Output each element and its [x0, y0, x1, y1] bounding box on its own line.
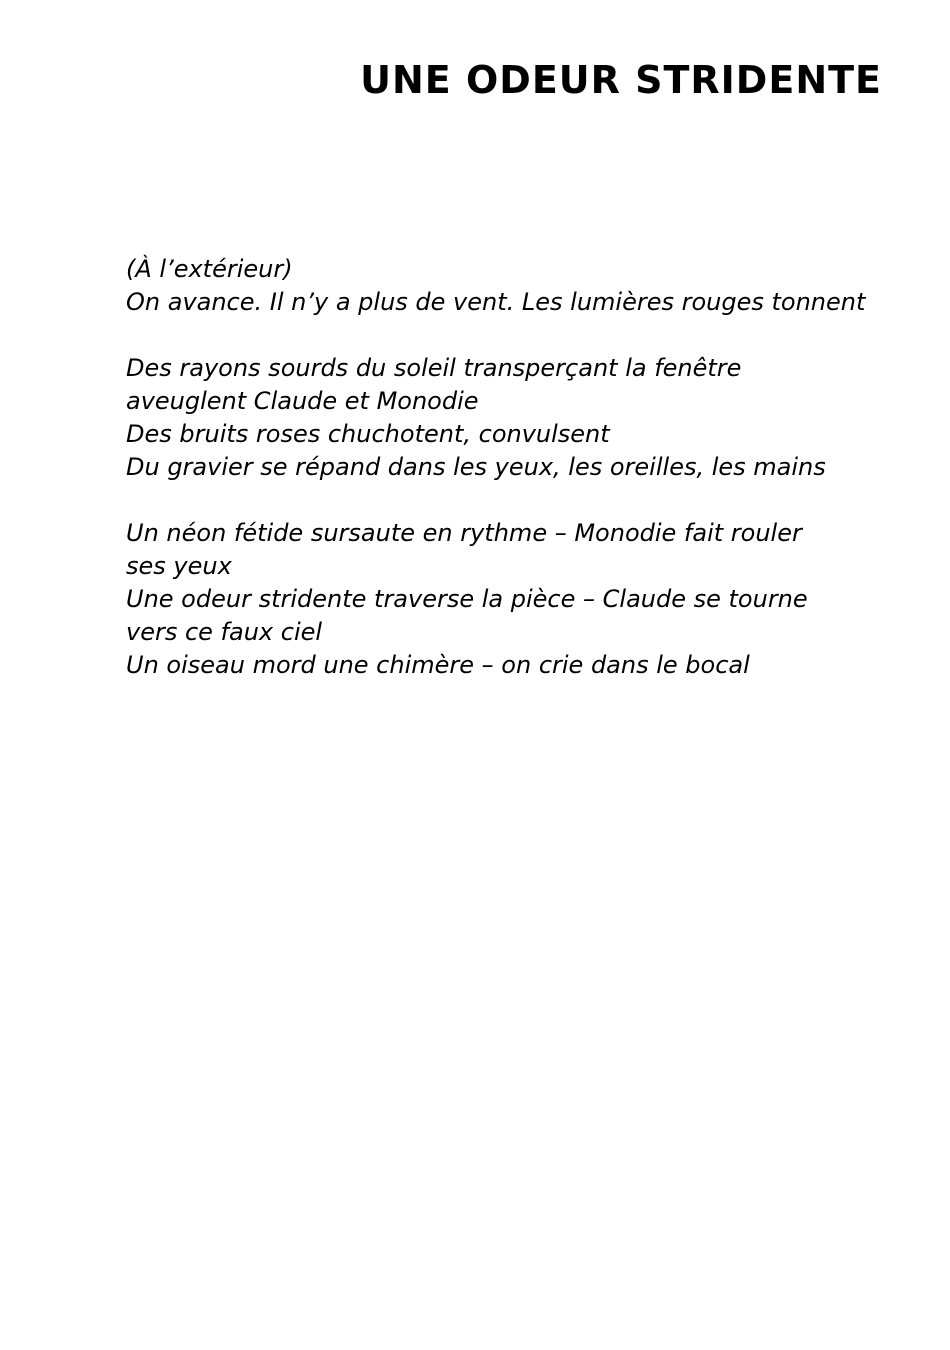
poem-line: On avance. Il n’y a plus de vent. Les lumières rouges tonnent [126, 288, 866, 316]
poem-line: Un néon fétide sursaute en rythme – Monodie fait rouler [126, 519, 802, 547]
poem-line: vers ce faux ciel [126, 618, 323, 646]
page-title: UNE ODEUR STRIDENTE [360, 58, 882, 102]
poem-body [126, 253, 906, 715]
poem-line: Un oiseau mord une chimère – on crie dans le bocal [126, 651, 750, 679]
poem-line: Des bruits roses chuchotent, convulsent [126, 420, 610, 448]
stanza-3 [126, 517, 906, 682]
stanza-2 [126, 352, 906, 484]
poem-line: Des rayons sourds du soleil transperçant la fenêtre [126, 354, 742, 382]
poem-line: ses yeux [126, 552, 232, 580]
poem-line: Du gravier se répand dans les yeux, les oreilles, les mains [126, 453, 826, 481]
poem-line: aveuglent Claude et Monodie [126, 387, 479, 415]
poem-line: Une odeur stridente traverse la pièce – Claude se tourne [126, 585, 808, 613]
poem-line: (À l’extérieur) [126, 255, 293, 283]
stanza-1 [126, 253, 906, 319]
